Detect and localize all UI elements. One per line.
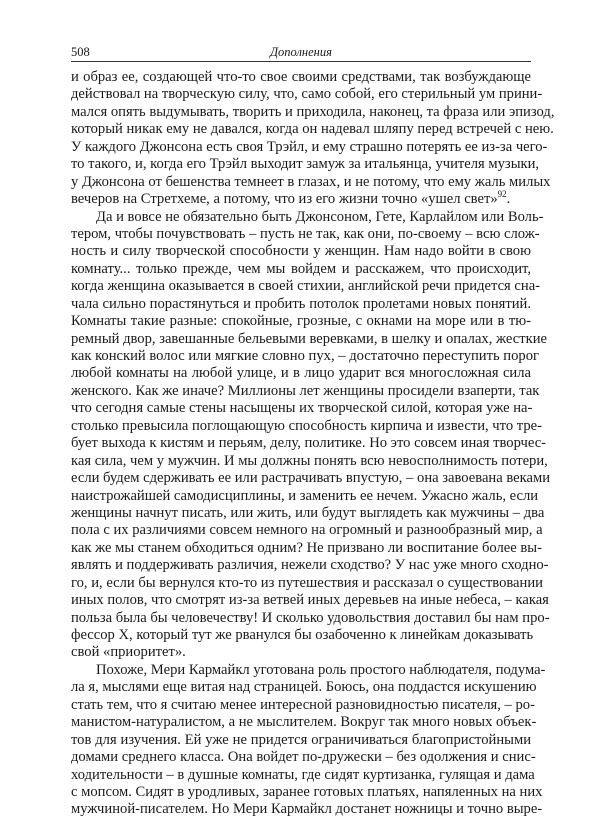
line-text: с мопсом. Сидят в уродливых, заранее готовых платьях, напяленных на них [71, 783, 543, 800]
text-line [71, 225, 540, 243]
text-line [71, 261, 531, 278]
line-text: тов для изучения. Ей уже не придется ограничиваться благопристойными [71, 731, 531, 748]
text-line [71, 348, 539, 365]
line-text: тером, чтобы почувствовать – пусть не так, как они, по-своему – всю слож- [71, 225, 540, 242]
line-text: стать тем, что я считаю менее интересной разновидностью писателя, – ро- [71, 696, 535, 713]
line-text: Да и вовсе не обязательно быть Джонсоном, Гете, Карлайлом или Воль- [96, 208, 544, 225]
text-line [71, 574, 543, 592]
line-text: ла я, мыслями еще витая над страницей. Боюсь, она поддастся искушению [71, 679, 537, 696]
text-line [71, 504, 545, 522]
text-line [71, 86, 543, 103]
line-text: ность и силу творческой способности у женщин. Нам надо войти в свою [71, 243, 531, 260]
line-text: домами среднего класса. Она войдет по-дружески – без одолжения и снис- [71, 749, 536, 766]
line-text: го, и, если бы вернулся кто-то из путешествия и рассказал о существовании [71, 574, 543, 591]
line-text: то такого, и, когда его Трэйл выходит замуж за итальянца, учителя музыки, [71, 156, 540, 173]
line-text: что сегодня самые стены насыщены их творческой силой, которая уже на- [71, 400, 533, 417]
text-line [71, 138, 548, 156]
text-line [71, 156, 540, 173]
line-text: любой комнаты на любой улице, и в лицо ударит вся многосложная сила [71, 365, 531, 382]
line-text: бует выхода к кистям и перьям, делу, политике. Но это совсем иная творчес- [71, 435, 547, 452]
line-text: У каждого Джонсона есть своя Трэйл, и ему страшно потерять ее из-за чего- [71, 138, 548, 155]
text-line [71, 191, 531, 208]
line-text: женщины начнут писать, или жить, или будут выглядеть как мужчины – два [71, 504, 545, 521]
text-line [71, 732, 531, 749]
text-line [71, 365, 531, 382]
line-text: манистом-натуралистом, а не мыслителем. Вокруг так много новых объек- [71, 714, 537, 731]
line-text: ремный двор, завешанные бельевыми веревками, в шелку и опалах, жесткие [71, 330, 547, 347]
text-line [71, 783, 543, 801]
text-line [71, 278, 541, 295]
line-text: как же мы станем обходиться одним? Не призвано ли воспитание более вы- [71, 539, 542, 556]
text-line [71, 382, 540, 400]
text-line [71, 609, 550, 627]
text-line [71, 661, 546, 679]
text-line [71, 121, 554, 138]
book-page [71, 44, 555, 819]
text-line [71, 330, 547, 348]
line-text: который никак ему не давался, когда он надевал шляпу перед встречей с нею. [71, 121, 554, 138]
text-line [71, 69, 531, 86]
text-line [71, 679, 537, 696]
line-tail: . [506, 191, 511, 208]
text-line [71, 766, 535, 784]
text-line [71, 452, 548, 470]
text-line [71, 644, 531, 661]
line-text: Похоже, Мери Кармайкл уготована роль простого наблюдателя, подума- [96, 661, 546, 678]
line-text: мался опять выдумывать, творить и приходила, наконец, та фраза или эпизод, [71, 103, 555, 120]
text-line [71, 487, 539, 505]
line-text: женского. Как же иначе? Миллионы лет женщины просидели взаперти, так [71, 382, 540, 399]
text-line [71, 400, 531, 417]
page-number: 508 [71, 45, 90, 59]
running-head [71, 44, 531, 60]
text-line [71, 627, 534, 644]
line-text: мужчиной-писателем. Но Мери Кармайкл достанет ножницы и точно выре- [71, 801, 543, 818]
line-text: у Джонсона от бешенства темнеет в глазах, и не потому, что ему жаль милых [71, 173, 551, 190]
text-line [71, 208, 544, 226]
line-text: польза была бы человечеству! И сколько удовольствия доставил бы нам про- [71, 609, 550, 626]
text-line [71, 243, 531, 260]
line-text: если будем сдерживать ее или растрачивать впустую, – она завоевана веками [71, 470, 551, 487]
text-line [71, 696, 535, 714]
line-text: Комнаты такие разные: спокойные, грозные, с окнами на море или в тю- [71, 313, 531, 330]
header-rule [71, 61, 531, 62]
text-line [71, 470, 551, 487]
line-text: иных полов, что смотрят из-за ветвей иных деревьев на иные небеса, – какая [71, 592, 549, 609]
text-line [71, 296, 531, 313]
line-text: столько превысила поглощающую способность кирпича и извести, что тре- [71, 417, 542, 434]
text-line [71, 714, 537, 731]
line-text: пола с их различиями совсем немного на огромный и разнообразный мир, а [71, 522, 543, 539]
body-text [71, 69, 555, 819]
line-text: действовал на творческую силу, что, само собой, его стерильный ум прини- [71, 86, 543, 103]
line-text: наистрожайшей самодисциплины, и заменить ее нечем. Ужасно жаль, если [71, 487, 539, 504]
line-text: когда женщина оказывается в своей стихии, английской речи придется сна- [71, 278, 541, 295]
text-line [71, 417, 542, 435]
text-line [71, 313, 531, 330]
line-text: комнату... только прежде, чем мы войдем и расскажем, что происходит, [71, 260, 531, 277]
line-text: фессор X, который тут же рванулся бы озабоченно к линейкам доказывать [71, 627, 534, 643]
text-line [71, 522, 543, 539]
line-text: кая сила, чем у мужчин. И мы должны понять всю невосполнимость потери, [71, 452, 548, 469]
line-text: как конский волос или мягкие словно пух, – достаточно переступить порог [71, 348, 539, 364]
text-line [71, 801, 543, 818]
text-line [71, 103, 555, 121]
line-text: чала сильно порастянуться и пробить потолок пролетами новых понятий. [71, 295, 531, 312]
text-line [71, 592, 549, 609]
line-text: ходительности – в душные комнаты, где сидят куртизанка, гулящая и дама [71, 766, 535, 783]
text-line [71, 749, 536, 766]
section-title: Дополнения [270, 45, 332, 59]
line-text: свой «приоритет». [71, 644, 186, 661]
text-line [71, 173, 551, 191]
text-line [71, 539, 542, 557]
line-text: и образ ее, создающей что-то свое своими средствами, так возбуждающе [71, 69, 531, 85]
line-text: являть и поддерживать различия, нежели сходство? У нас уже много сходно- [71, 557, 549, 574]
footnote-marker[interactable]: 92 [497, 189, 507, 200]
text-line [71, 557, 549, 574]
text-line [71, 435, 547, 452]
line-text: вечеров на Стретхеме, а потому, что из его жизни точно «ушел свет» [71, 191, 498, 208]
